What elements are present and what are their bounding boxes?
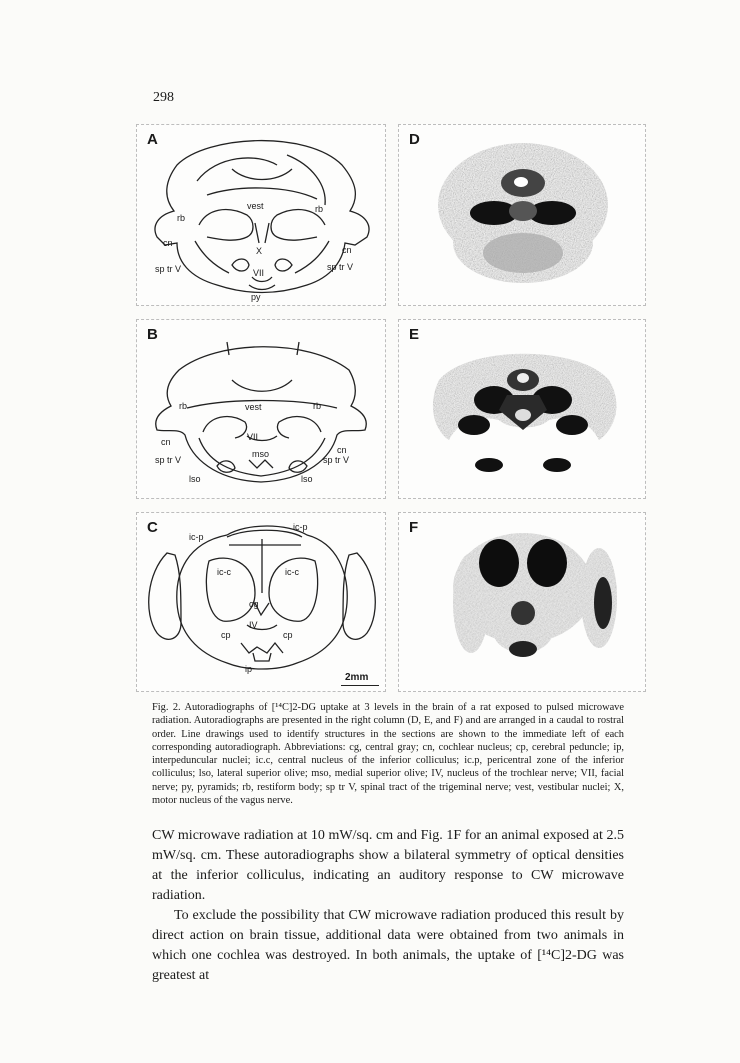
label-iv: IV — [249, 620, 258, 630]
line-drawing-a — [137, 125, 386, 306]
panel-f-autoradiograph — [398, 512, 646, 692]
label-ip: ip — [245, 664, 253, 674]
label-vii: VII — [247, 432, 259, 442]
autoradiograph-e — [399, 320, 646, 499]
panel-letter: D — [409, 131, 420, 148]
scale-bar — [341, 685, 379, 686]
panel-d-autoradiograph — [398, 124, 646, 306]
label-sptrv-left: sp tr V — [155, 264, 182, 274]
panel-c-drawing — [136, 512, 386, 692]
label-icc-right: ic-c — [285, 567, 299, 577]
label-mso: mso — [252, 449, 270, 459]
paragraph: To exclude the possibility that CW microwave radiation produced this result by direct action on brain tissue, additional data were obtained from two animals in which one cochlea was destroyed. In both animals, the uptake of [¹⁴C]2-DG was greatest at — [152, 908, 624, 983]
label-rb-right: rb — [313, 401, 322, 411]
label-lso-left: lso — [189, 474, 201, 484]
autoradiograph-f — [399, 513, 646, 692]
panel-a-drawing — [136, 124, 386, 306]
panel-e-autoradiograph — [398, 319, 646, 499]
panel-letter: A — [147, 131, 158, 148]
line-drawing-c — [137, 513, 386, 692]
label-vii: VII — [253, 268, 265, 278]
label-sptrv-right: sp tr V — [327, 262, 354, 272]
label-icp-right: ic-p — [293, 522, 308, 532]
label-cg: cg — [249, 599, 259, 609]
label-cn-right: cn — [342, 245, 352, 255]
label-cn-left: cn — [161, 437, 171, 447]
label-vest: vest — [247, 201, 264, 211]
panel-b-drawing — [136, 319, 386, 499]
autoradiograph-d — [399, 125, 646, 306]
panel-letter: F — [409, 519, 419, 536]
label-cp-right: cp — [283, 630, 293, 640]
label-rb-left: rb — [177, 213, 186, 223]
label-sptrv-right: sp tr V — [323, 455, 350, 465]
figure-2 — [136, 124, 646, 698]
label-icc-left: ic-c — [217, 567, 231, 577]
label-cn-left: cn- — [163, 238, 176, 248]
body-text — [152, 826, 624, 986]
label-sptrv-left: sp tr V — [155, 455, 182, 465]
panel-letter: E — [409, 326, 420, 343]
figure-caption: Fig. 2. Autoradiographs of [¹⁴C]2-DG uptake at 3 levels in the brain of a rat exposed to pulsed microwave radiation. Autoradiographs are presented in the right column (D, E, and F) and are arranged in a caudal to rostral order. Line drawings used to identify structures in the sections are shown to the immediate left of each corresponding autoradiograph. Abbreviations: cg, central gray; cn, cochlear nucleus; cp, cerebral peduncle; ip, interpeduncular nuclei; ic.c, central nucleus of the inferior colliculus; ic.p, pericentral zone of the inferior colliculus; lso, lateral superior olive; mso, medial superior olive; IV, nucleus of the trochlear nerve; VII, facial nerve; py, pyramids; rb, restiform body; sp tr V, spinal tract of the trigeminal nerve; vest, vestibular nuclei; X, motor nucleus of the vagus nerve. — [152, 702, 624, 807]
label-py: py — [251, 292, 261, 302]
panel-letter: B — [147, 326, 158, 343]
scale-bar-label: 2mm — [345, 672, 369, 683]
panel-letter: C — [147, 519, 158, 536]
label-cn-right: cn — [337, 445, 347, 455]
paragraph: CW microwave radiation at 10 mW/sq. cm and Fig. 1F for an animal exposed at 2.5 mW/sq. cm. These autoradiographs show a bilateral symmetry of optical densities at the inferior colliculus, indicating an auditory response to CW microwave radiation. — [152, 828, 624, 903]
label-icp-left: ic-p — [189, 532, 204, 542]
label-vest: vest — [245, 402, 262, 412]
label-x: X — [256, 246, 263, 256]
label-rb-right: rb — [315, 204, 324, 214]
label-lso-right: lso — [301, 474, 313, 484]
page-number: 298 — [153, 90, 174, 105]
label-cp-left: cp — [221, 630, 231, 640]
label-rb-left: rb — [179, 401, 188, 411]
